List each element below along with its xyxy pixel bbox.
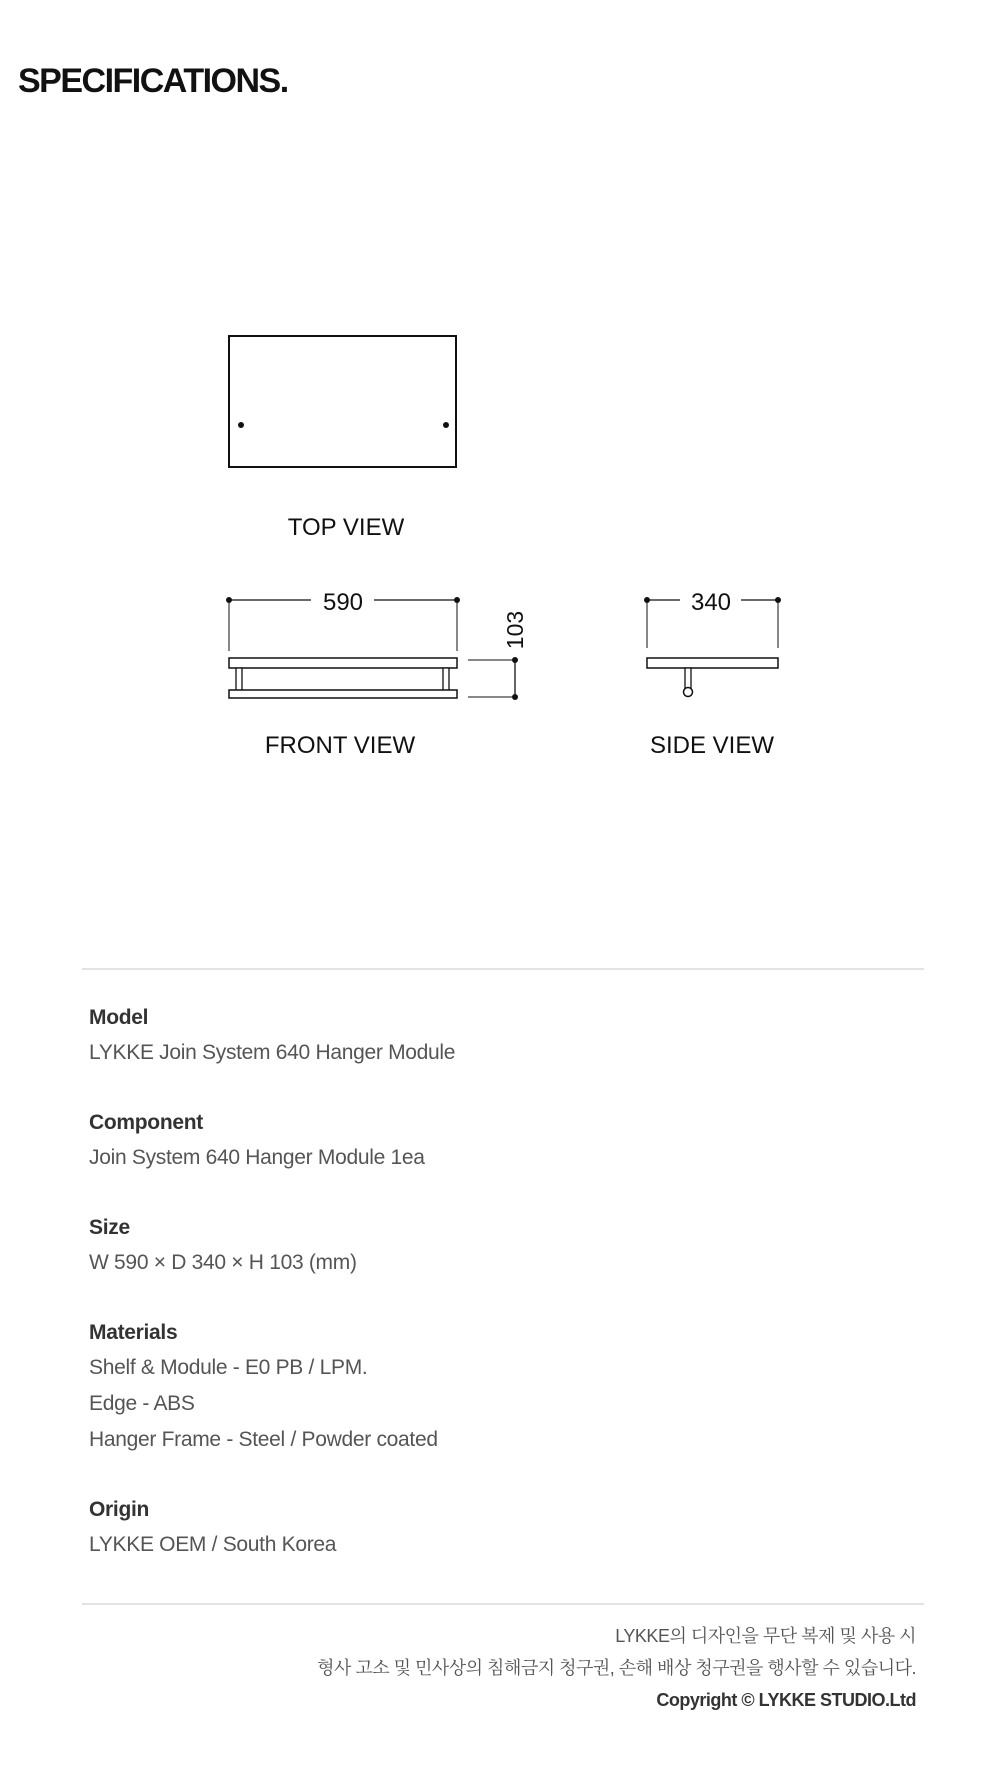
front-view-hanger-bar (229, 690, 457, 698)
front-height-dimension: 103 (502, 610, 528, 650)
front-view-label: FRONT VIEW (264, 732, 416, 759)
footer-notice-line1: LYKKE의 디자인을 무단 복제 및 사용 시 (615, 1626, 916, 1646)
front-view-shelf (229, 658, 457, 668)
page-title: SPECIFICATIONS. (18, 62, 288, 100)
spec-group-size (89, 1210, 909, 1281)
top-view-outline (229, 336, 456, 467)
side-view-shelf (647, 658, 778, 668)
spec-label: Size (89, 1216, 130, 1239)
spec-value: LYKKE Join System 640 Hanger Module (89, 1041, 456, 1064)
spec-label: Component (89, 1111, 203, 1134)
front-view (226, 589, 528, 759)
spec-value: Hanger Frame - Steel / Powder coated (89, 1428, 438, 1451)
technical-drawing (0, 0, 1000, 800)
spec-group-materials (89, 1315, 909, 1458)
spec-group-model (89, 1000, 909, 1071)
top-view-hole-left (238, 422, 244, 428)
spec-label: Materials (89, 1321, 178, 1344)
spec-list (89, 1000, 909, 1597)
side-view-hanger-bar (684, 688, 693, 697)
top-view-hole-right (443, 422, 449, 428)
spec-group-origin (89, 1492, 909, 1563)
side-view (644, 589, 781, 759)
divider-top (82, 968, 924, 970)
spec-value: W 590 × D 340 × H 103 (mm) (89, 1251, 357, 1274)
spec-value: Edge - ABS (89, 1392, 195, 1415)
top-view-label: TOP VIEW (287, 514, 405, 541)
footer (116, 1620, 916, 1716)
top-view (229, 336, 456, 541)
footer-notice-line2: 형사 고소 및 민사상의 침해금지 청구권, 손해 배상 청구권을 행사할 수 있습니다. (317, 1658, 916, 1678)
side-depth-dimension: 340 (690, 589, 732, 616)
spec-label: Origin (89, 1498, 150, 1521)
side-view-label: SIDE VIEW (649, 732, 775, 759)
spec-value: Join System 640 Hanger Module 1ea (89, 1146, 425, 1169)
spec-value: LYKKE OEM / South Korea (89, 1533, 337, 1556)
front-width-dimension: 590 (322, 589, 364, 616)
spec-value: Shelf & Module - E0 PB / LPM. (89, 1356, 368, 1379)
footer-copyright: Copyright © LYKKE STUDIO.Ltd (656, 1690, 916, 1710)
spec-label: Model (89, 1006, 149, 1029)
divider-bottom (82, 1603, 924, 1605)
spec-group-component (89, 1105, 909, 1176)
